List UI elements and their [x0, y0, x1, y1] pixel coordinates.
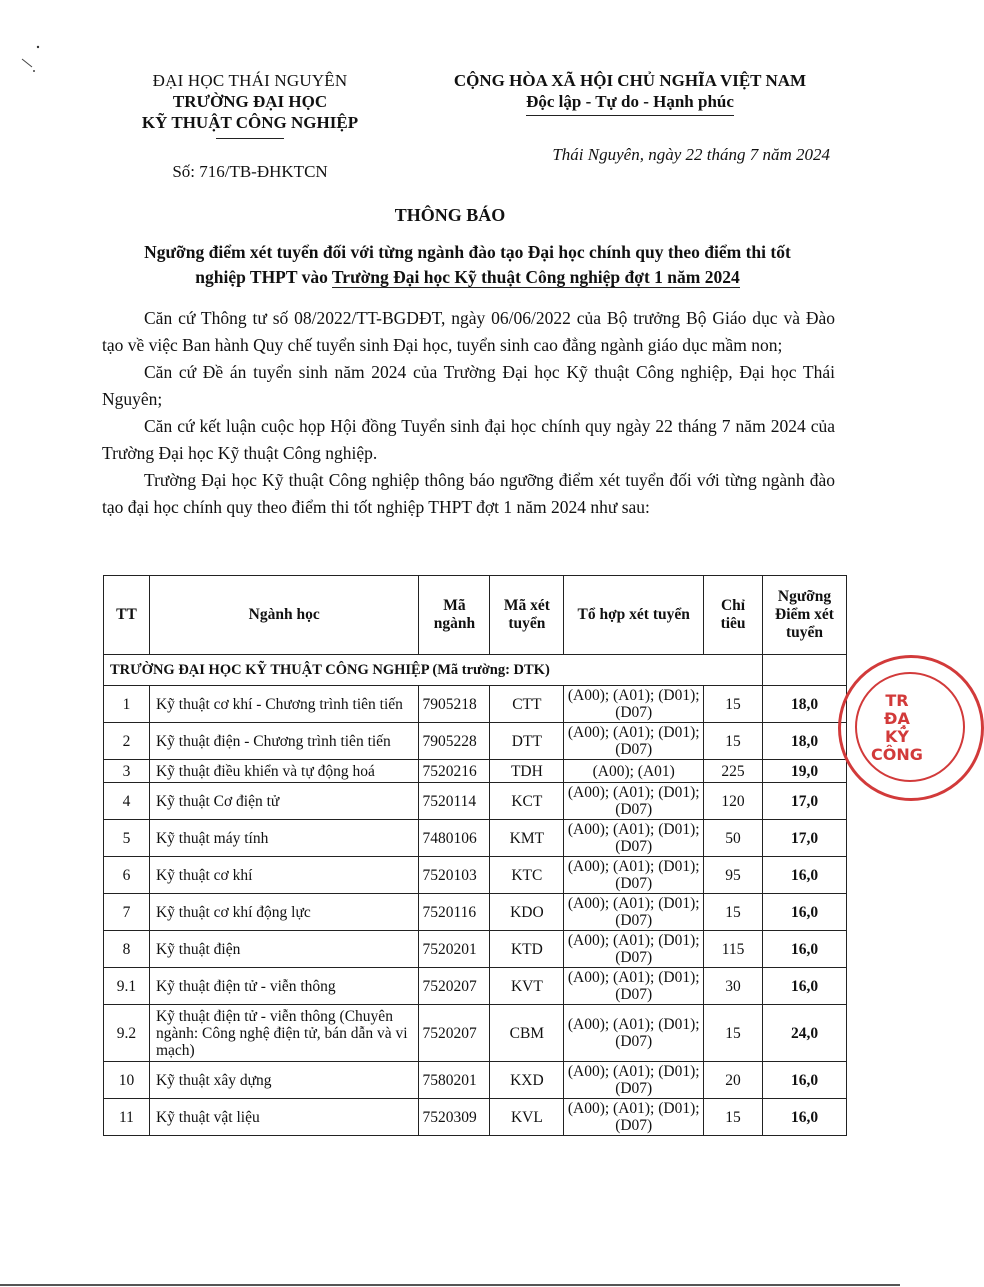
cell-threshold-score: 18,0	[763, 723, 847, 760]
cell-major: Kỹ thuật điện tử - viễn thông	[149, 968, 418, 1005]
document-title: THÔNG BÁO	[394, 205, 506, 225]
table-header-row	[104, 576, 847, 655]
table-row	[104, 686, 847, 723]
cell-major-code: 7520207	[419, 1005, 490, 1062]
cell-threshold-score: 16,0	[763, 857, 847, 894]
cell-tt: 8	[104, 931, 150, 968]
cell-major-code: 7520207	[419, 968, 490, 1005]
table-row	[104, 1062, 847, 1099]
cell-admission-code: KDO	[490, 894, 564, 931]
cell-threshold-score: 17,0	[763, 783, 847, 820]
cell-quota: 15	[704, 1099, 763, 1136]
cell-admission-code: KVL	[490, 1099, 564, 1136]
cell-major-code: 7520201	[419, 931, 490, 968]
table-row	[104, 760, 847, 783]
cell-quota: 15	[704, 686, 763, 723]
subtitle-line2-b: Trường Đại học Kỹ thuật Công nghiệp đợt 1 năm 2024	[331, 267, 740, 287]
cell-subject-combination: (A00); (A01); (D01); (D07)	[564, 1062, 704, 1099]
table-group-row	[104, 655, 847, 686]
header-divider	[216, 138, 284, 139]
university-name: ĐẠI HỌC THÁI NGUYÊN	[152, 71, 348, 90]
stamp-text-l4: CÔNG	[871, 745, 923, 764]
cell-major-code: 7520309	[419, 1099, 490, 1136]
table-row	[104, 968, 847, 1005]
header-tt: TT	[104, 576, 150, 655]
national-motto: Độc lập - Tự do - Hạnh phúc	[526, 91, 734, 116]
cell-quota: 20	[704, 1062, 763, 1099]
cell-admission-code: DTT	[490, 723, 564, 760]
cell-major: Kỹ thuật cơ khí động lực	[149, 894, 418, 931]
cell-threshold-score: 17,0	[763, 820, 847, 857]
cell-tt: 9.1	[104, 968, 150, 1005]
cell-tt: 7	[104, 894, 150, 931]
cell-subject-combination: (A00); (A01); (D01); (D07)	[564, 723, 704, 760]
cell-subject-combination: (A00); (A01); (D01); (D07)	[564, 931, 704, 968]
cell-admission-code: CBM	[490, 1005, 564, 1062]
table-row	[104, 1005, 847, 1062]
cell-tt: 4	[104, 783, 150, 820]
cell-major-code: 7480106	[419, 820, 490, 857]
table-row	[104, 857, 847, 894]
table-body	[104, 686, 847, 1136]
header-threshold-score: Ngưỡng Điểm xét tuyển	[763, 576, 847, 655]
national-header	[410, 70, 850, 165]
cell-major-code: 7520103	[419, 857, 490, 894]
document-date: Thái Nguyên, ngày 22 tháng 7 năm 2024	[552, 145, 830, 164]
official-stamp	[838, 655, 984, 801]
stamp-text-l1: TR	[885, 691, 909, 710]
cell-subject-combination: (A00); (A01); (D01); (D07)	[564, 894, 704, 931]
cell-tt: 1	[104, 686, 150, 723]
cell-quota: 15	[704, 723, 763, 760]
stamp-text-l2: ĐẠ	[884, 709, 910, 728]
cell-subject-combination: (A00); (A01); (D01); (D07)	[564, 686, 704, 723]
header-major: Ngành học	[149, 576, 418, 655]
cell-tt: 5	[104, 820, 150, 857]
cell-major-code: 7905218	[419, 686, 490, 723]
cell-major-code: 7905228	[419, 723, 490, 760]
cell-major-code: 7520216	[419, 760, 490, 783]
cell-tt: 6	[104, 857, 150, 894]
table-row	[104, 931, 847, 968]
cell-major-code: 7520116	[419, 894, 490, 931]
cell-subject-combination: (A00); (A01); (D01); (D07)	[564, 783, 704, 820]
cell-subject-combination: (A00); (A01); (D01); (D07)	[564, 1005, 704, 1062]
group-empty-cell	[763, 655, 847, 686]
score-threshold-table	[103, 575, 847, 1136]
cell-threshold-score: 24,0	[763, 1005, 847, 1062]
cell-major-code: 7520114	[419, 783, 490, 820]
header-major-code: Mã ngành	[419, 576, 490, 655]
header-subject-combination: Tổ hợp xét tuyển	[564, 576, 704, 655]
cell-subject-combination: (A00); (A01)	[564, 760, 704, 783]
paragraph-legal-basis-2: Căn cứ Đề án tuyển sinh năm 2024 của Trường Đại học Kỹ thuật Công nghiệp, Đại học Thái Nguyên;	[102, 362, 835, 409]
cell-subject-combination: (A00); (A01); (D01); (D07)	[564, 968, 704, 1005]
header-quota: Chỉ tiêu	[704, 576, 763, 655]
document-body	[102, 305, 835, 521]
cell-subject-combination: (A00); (A01); (D01); (D07)	[564, 1099, 704, 1136]
school-name-line1: TRƯỜNG ĐẠI HỌC	[172, 92, 328, 111]
cell-threshold-score: 19,0	[763, 760, 847, 783]
cell-major: Kỹ thuật điện tử - viễn thông (Chuyên ngành: Công nghệ điện tử, bán dẫn và vi mạch)	[149, 1005, 418, 1062]
scan-bottom-edge	[0, 1284, 900, 1286]
subtitle-line2-a: nghiệp THPT vào	[195, 267, 332, 287]
cell-subject-combination: (A00); (A01); (D01); (D07)	[564, 820, 704, 857]
stamp-text-l3: KỸ	[884, 727, 909, 746]
stamp-text	[871, 692, 923, 764]
cell-major: Kỹ thuật vật liệu	[149, 1099, 418, 1136]
cell-quota: 15	[704, 1005, 763, 1062]
cell-major: Kỹ thuật Cơ điện tử	[149, 783, 418, 820]
table-row	[104, 723, 847, 760]
cell-major: Kỹ thuật điện	[149, 931, 418, 968]
cell-threshold-score: 16,0	[763, 1099, 847, 1136]
cell-quota: 15	[704, 894, 763, 931]
cell-tt: 3	[104, 760, 150, 783]
cell-quota: 95	[704, 857, 763, 894]
cell-major: Kỹ thuật máy tính	[149, 820, 418, 857]
table-row	[104, 894, 847, 931]
cell-threshold-score: 16,0	[763, 931, 847, 968]
cell-admission-code: KTC	[490, 857, 564, 894]
cell-threshold-score: 18,0	[763, 686, 847, 723]
cell-major: Kỹ thuật cơ khí	[149, 857, 418, 894]
subtitle-line1: Ngưỡng điểm xét tuyển đối với từng ngành đào tạo Đại học chính quy theo điểm thi tốt	[144, 242, 791, 262]
cell-tt: 11	[104, 1099, 150, 1136]
cell-admission-code: TDH	[490, 760, 564, 783]
school-name-line2: KỸ THUẬT CÔNG NGHIỆP	[141, 113, 359, 132]
table-row	[104, 1099, 847, 1136]
cell-major: Kỹ thuật điện - Chương trình tiên tiến	[149, 723, 418, 760]
cell-threshold-score: 16,0	[763, 894, 847, 931]
paragraph-legal-basis-3: Căn cứ kết luận cuộc họp Hội đồng Tuyển sinh đại học chính quy ngày 22 tháng 7 năm 2024 của Trường Đại học Kỹ thuật Công nghiệp.	[102, 416, 835, 463]
header-admission-code: Mã xét tuyển	[490, 576, 564, 655]
cell-admission-code: KCT	[490, 783, 564, 820]
cell-admission-code: KVT	[490, 968, 564, 1005]
paragraph-legal-basis-1: Căn cứ Thông tư số 08/2022/TT-BGDĐT, ngày 06/06/2022 của Bộ trưởng Bộ Giáo dục và Đào tạo về việc Ban hành Quy chế tuyển sinh Đại học, tuyển sinh cao đẳng ngành giáo dục mầm non;	[102, 308, 835, 355]
cell-major-code: 7580201	[419, 1062, 490, 1099]
cell-tt: 10	[104, 1062, 150, 1099]
paragraph-announcement: Trường Đại học Kỹ thuật Công nghiệp thông báo ngưỡng điểm xét tuyển đối với từng ngành đào tạo đại học chính quy theo điểm thi tốt nghiệp THPT đợt 1 năm 2024 như sau:	[102, 470, 835, 517]
cell-major: Kỹ thuật xây dựng	[149, 1062, 418, 1099]
cell-subject-combination: (A00); (A01); (D01); (D07)	[564, 857, 704, 894]
cell-admission-code: KTD	[490, 931, 564, 968]
cell-tt: 9.2	[104, 1005, 150, 1062]
cell-admission-code: CTT	[490, 686, 564, 723]
cell-threshold-score: 16,0	[763, 1062, 847, 1099]
group-title: TRƯỜNG ĐẠI HỌC KỸ THUẬT CÔNG NGHIỆP (Mã trường: DTK)	[104, 655, 763, 686]
cell-threshold-score: 16,0	[763, 968, 847, 1005]
cell-admission-code: KXD	[490, 1062, 564, 1099]
cell-admission-code: KMT	[490, 820, 564, 857]
cell-quota: 225	[704, 760, 763, 783]
table-row	[104, 820, 847, 857]
scan-artifact-icon	[20, 45, 42, 75]
table-row	[104, 783, 847, 820]
cell-quota: 50	[704, 820, 763, 857]
cell-quota: 30	[704, 968, 763, 1005]
cell-major: Kỹ thuật cơ khí - Chương trình tiên tiến	[149, 686, 418, 723]
country-name: CỘNG HÒA XÃ HỘI CHỦ NGHĨA VIỆT NAM	[453, 71, 807, 90]
cell-quota: 120	[704, 783, 763, 820]
cell-tt: 2	[104, 723, 150, 760]
cell-quota: 115	[704, 931, 763, 968]
document-number: Số: 716/TB-ĐHKTCN	[172, 162, 328, 181]
issuer-header	[100, 70, 400, 182]
document-subtitle	[100, 240, 835, 290]
cell-major: Kỹ thuật điều khiển và tự động hoá	[149, 760, 418, 783]
